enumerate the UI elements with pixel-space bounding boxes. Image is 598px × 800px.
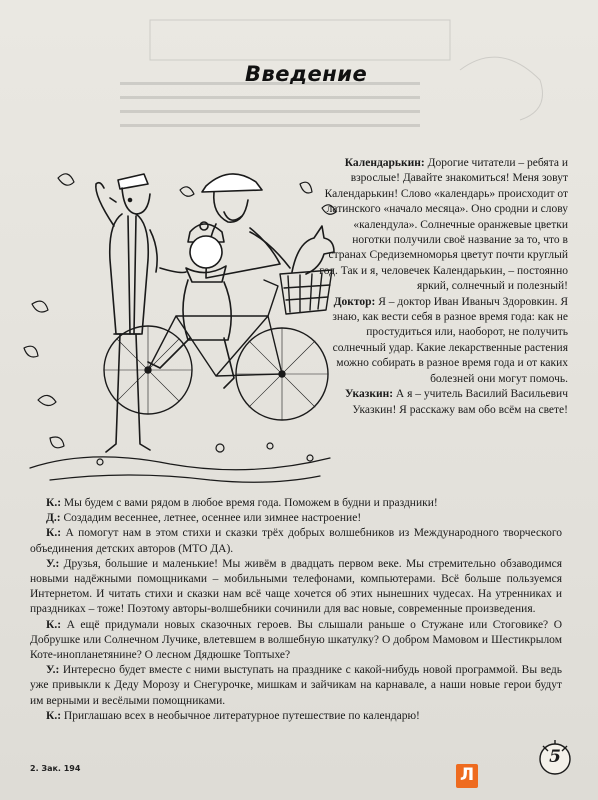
- dialog-line: [30, 557, 562, 618]
- illustration-characters-bicycle: [10, 148, 340, 493]
- speaker-label: Указкин:: [345, 388, 394, 401]
- monologue-text: Я – доктор Иван Иваныч Здоровкин. Я знаю, как вести себя в разное время года: как не простудиться или, наоборот, не получить солнечный удар. Какие лекарственные растения можно собирать в разное время года и от каких болезней они могут помочь.: [332, 295, 568, 385]
- speaker-label: Календарькин:: [344, 157, 425, 169]
- dialog-line: [30, 709, 562, 724]
- dialog-line: [30, 526, 562, 556]
- speaker-label: У.:: [46, 557, 60, 570]
- monologue-kalendarkin: [318, 156, 568, 295]
- dialog-text: Мы будем с вами рядом в любое время года. Поможем в будни и праздники!: [61, 497, 438, 509]
- speaker-label: К.:: [46, 497, 62, 509]
- speaker-label: К.:: [46, 618, 62, 631]
- dialog-text: Приглашаю всех в необычное литературное путешествие по календарю!: [61, 709, 420, 722]
- logo-letter: Л: [459, 765, 475, 785]
- publisher-logo-icon: [456, 764, 478, 788]
- page-number: 5: [549, 747, 561, 767]
- speaker-label: К.:: [46, 709, 62, 722]
- monologue-ukazkin: [318, 387, 568, 418]
- dialog-line: [30, 618, 562, 664]
- dialog-line: [30, 511, 562, 526]
- dialog-text: А помогут нам в этом стихи и сказки трёх добрых волшебников из Международного творческого объединения детских авторов (МТО ДА).: [30, 527, 562, 555]
- monologue-text: А я – учитель Василий Васильевич Указкин! Я расскажу вам обо всём на свете!: [352, 388, 568, 416]
- page-number-badge: [535, 738, 575, 778]
- page-title: Введение: [245, 62, 368, 86]
- speaker-label: Доктор:: [333, 295, 376, 308]
- dialog-line: [30, 496, 562, 511]
- dialog-text: Друзья, большие и маленькие! Мы живём в двадцать первом веке. Мы стремительно обзаводимся новыми надёжными помощниками – мобильными телефонами, компьютерами. Всё больше пользуемся Интернетом. И читать стихи и сказки нам всё чаще хочется об этих нынешних чудесах. На утренниках и праздниках – тоже! Поэтому авторы-волшебники сочинили для вас новые, современные произведения.: [30, 557, 562, 616]
- dialog-section: [30, 496, 562, 724]
- dialog-text: Создадим весеннее, летнее, осеннее или зимнее настроение!: [60, 512, 362, 525]
- dialog-text: А ещё придумали новых сказочных героев. Вы слышали раньше о Стужане или Стоговике? О Добрушке или Солнечном Лучике, влетевшем в волшебную шкатулку? О добром Мамовом и Шестикрылом Коте-инопланетянине? О лесном Дядюшке Топтыхе?: [30, 618, 562, 662]
- speaker-label: К.:: [46, 527, 62, 540]
- print-signature: 2. Зак. 194: [30, 764, 81, 773]
- monologue-doctor: [318, 295, 568, 387]
- dialog-line: [30, 663, 562, 709]
- dialog-text: Интересно будет вместе с ними выступать на празднике с какой-нибудь новой программой. Вы ведь уже привыкли к Деду Морозу и Снегурочке, мишкам и зайчикам на карнавале, а наши новые герои будут им верными и весёлыми помощниками.: [30, 664, 562, 707]
- speaker-label: У.:: [46, 664, 60, 677]
- monologue-text: Дорогие читатели – ребята и взрослые! Давайте знакомиться! Меня зовут Календарькин! Слово «календарь» происходит от латинского «начало месяца». Оно сродни и слову «календула». Солнечные оранжевые цветки ноготки получили своё название за то, что в странах Средиземноморья цветут почти круглый год. Так и я, человечек Календарькин, – постоянно яркий, солнечный и полезный!: [319, 157, 568, 293]
- speaker-label: Д.:: [46, 512, 61, 525]
- intro-monologues: [318, 156, 568, 418]
